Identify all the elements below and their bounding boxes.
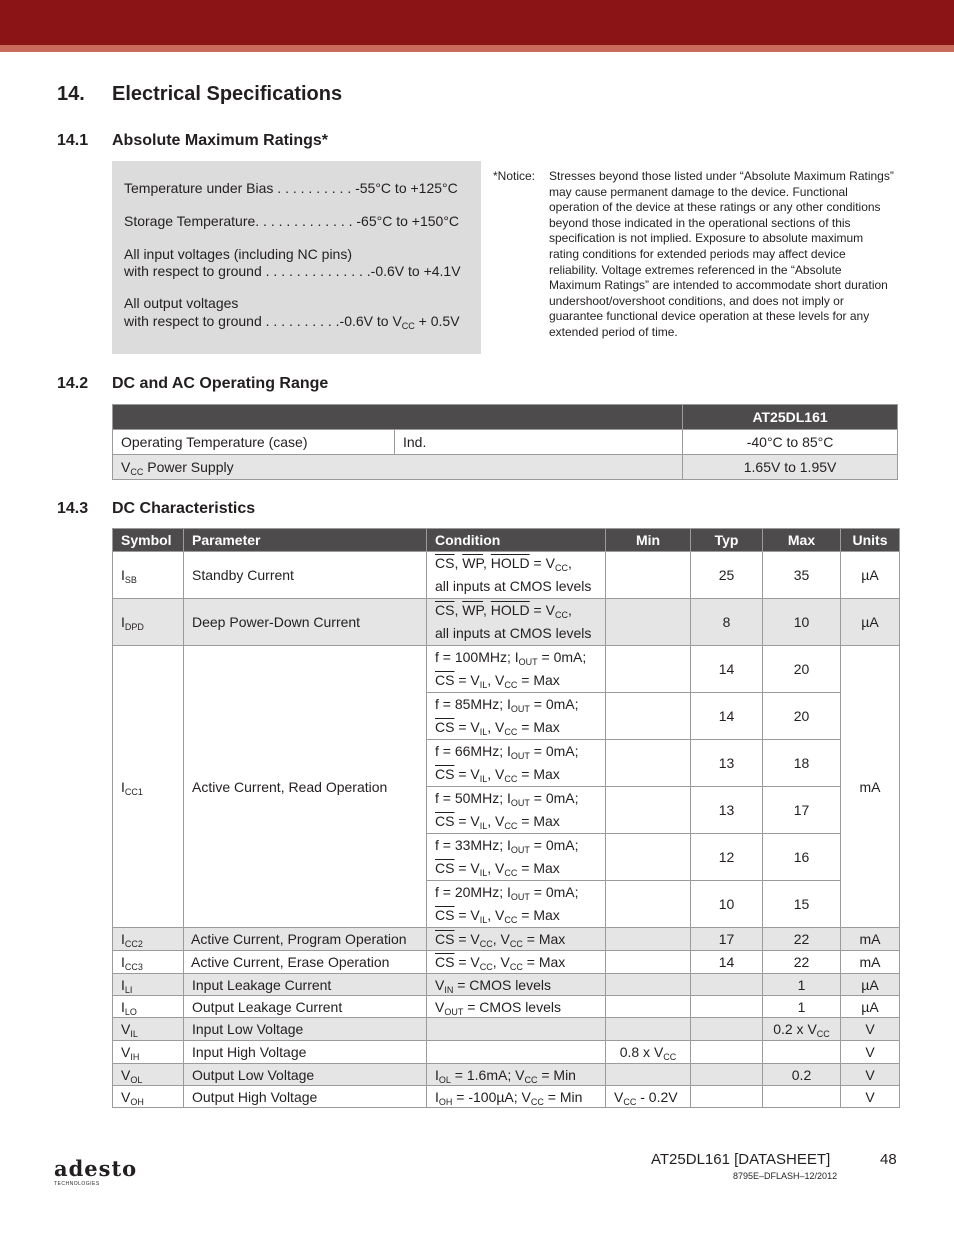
- table-row: $I_{CC1}$ Active Current, Read Operation f = 100MHz; $I_{OUT} = 0mA$; $\overline{CS} = V_{IL}$, $V_{CC}$ = Max 14 20 mA: [113, 646, 900, 693]
- range-header-blank: [113, 405, 683, 430]
- table-row: $V_{OH}$ Output High Voltage $I_{OH} = -100\mu A$; $V_{CC}$ = Min $V_{CC} - 0.2V$ V: [113, 1086, 900, 1108]
- rating-storage: Storage Temperature. . . . . . . . . . . . . -65°C to +150°C: [124, 213, 460, 229]
- table-row: Operating Temperature (case) Ind. -40°C to 85°C: [113, 430, 898, 455]
- table-row: $V_{OL}$ Output Low Voltage $I_{OL} = 1.6mA$; $V_{CC}$ = Min 0.2 V: [113, 1064, 900, 1086]
- range-header-part: AT25DL161: [683, 405, 898, 430]
- notice-label: *Notice:: [493, 169, 536, 183]
- section-heading: 14. Electrical Specifications: [57, 83, 343, 105]
- adesto-logo: adesto TECHNOLOGIES: [54, 1156, 138, 1187]
- table-row: $I_{CC2}$ Active Current, Program Operation $\overline{CS} = V_{CC}$, $V_{CC}$ = Max 17 22 mA: [113, 928, 900, 951]
- subsection-14-3-heading: 14.3 DC Characteristics: [57, 500, 256, 517]
- table-row: f = 66MHz; $I_{OUT} = 0mA$; $\overline{CS} = V_{IL}$, $V_{CC}$ = Max 13 18: [113, 740, 900, 787]
- footer-title: AT25DL161 [DATASHEET]: [651, 1151, 831, 1168]
- ratings-box: [112, 161, 481, 354]
- rating-output-line1: All output voltages: [124, 295, 239, 311]
- rating-output-line2: with respect to ground . . . . . . . . . .-0.6V to $V_{CC} + 0.5V$: [124, 313, 460, 331]
- header-bar: [0, 0, 954, 45]
- table-row: $V_{IH}$ Input High Voltage 0.8 x $V_{CC}$ V: [113, 1041, 900, 1064]
- table-row: f = 33MHz; $I_{OUT} = 0mA$; $\overline{CS} = V_{IL}$, $V_{CC}$ = Max 12 16: [113, 834, 900, 881]
- subsection-14-2-heading: 14.2 DC and AC Operating Range: [57, 375, 329, 392]
- table-row: $V_{CC}$ Power Supply 1.65V to 1.95V: [113, 455, 898, 480]
- rating-input-line1: All input voltages (including NC pins): [124, 246, 352, 262]
- table-row: $I_{DPD}$ Deep Power-Down Current $\overline{CS}$, $\overline{WP}$, HOLD = $V_{CC}$, all inputs at CMOS levels 8 10 µA: [113, 599, 900, 646]
- table-row: $I_{LO}$ Output Leakage Current $V_{OUT}$ = CMOS levels 1 µA: [113, 996, 900, 1018]
- notice-text: Stresses beyond those listed under “Absolute Maximum Ratings” may cause permanent damage to the device. Functional operation of the device at these ratings or any other conditions beyond those indicated in the operational sections of this specification is not implied. Exposure to absolute maximum rating conditions for extended periods may affect device reliability. Voltage extremes referenced in the “Absolute Maximum Ratings” are intended to accommodate short duration undershoot/overshoot conditions, and does not imply or guarantee functional device operation at these levels for any extended period of time.: [549, 169, 894, 339]
- table-row: $I_{SB}$ Standby Current $\overline{CS}$, $\overline{WP}$, HOLD = $V_{CC}$, all inputs at CMOS levels 25 35 µA: [113, 552, 900, 599]
- dc-characteristics-table: Symbol Parameter Condition Min Typ Max Units $I_{SB}$ Standby Current $\overline{CS}$, $\overline{WP}$, HOLD = $V_{CC}$, all inputs at CMOS levels 25 35 µA $I_{DPD}$ Deep Power-Down Current $\overline{CS}$, $\overline{WP}$, HOLD = $V_{CC}$, all inputs at CMOS levels 8 10 µA $I_{CC1}$ Active Current, Read Operation f = 100MHz; $I_{OUT} = 0mA$; $\overline{CS} = V_{IL}$, $V_{CC}$ = Max 14 20 mA f = 85MHz; $I_{OUT} = 0mA$; $\overline{CS} = V_{IL}$, $V_{CC}$ = Max 14 20 f = 66MHz; $I_{OUT} = 0mA$; $\overline{CS} = V_{IL}$, $V_{CC}$ = Max 13 18 f = 50MHz; $I_{OUT} = 0mA$; $\overline{CS} = V_{IL}$, $V_{CC}$ = Max 13 17 f = 33MHz; $I_{OUT} = 0mA$; $\overline{CS} = V_{IL}$, $V_{CC}$ = Max 12 16 f = 20MHz; $I_{OUT} = 0mA$; $\overline{CS} = V_{IL}$, $V_{CC}$ = Max 10 15 $I_{CC2}$ Active Current, Program Operation $\overline{CS} = V_{CC}$, $V_{CC}$ = Max 17 22 mA $I_{CC3}$ Active Current, Erase Operation $\overline{CS} = V_{CC}$, $V_{CC}$ = Max 14 22 mA $I_{LI}$ Input Leakage Current $V_{IN}$ = CMOS levels 1 µA $I_{LO}$ Output Leakage Current $V_{OUT}$ = CMOS levels 1 µA $V_{IL}$ Input Low Voltage 0.2 x $V_{CC}$ V $V_{IH}$ Input High Voltage 0.8 x $V_{CC}$ V $V_{OL}$ Output Low Voltage $I_{OL} = 1.6mA$; $V_{CC}$ = Min 0.2 V $V_{OH}$ Output High Voltage $I_{OH} = -100\mu A$; $V_{CC}$ = Min $V_{CC} - 0.2V$ V: [112, 528, 900, 1108]
- table-row: f = 20MHz; $I_{OUT} = 0mA$; $\overline{CS} = V_{IL}$, $V_{CC}$ = Max 10 15: [113, 881, 900, 928]
- table-row: f = 85MHz; $I_{OUT} = 0mA$; $\overline{CS} = V_{IL}$, $V_{CC}$ = Max 14 20: [113, 693, 900, 740]
- table-row: f = 50MHz; $I_{OUT} = 0mA$; $\overline{CS} = V_{IL}$, $V_{CC}$ = Max 13 17: [113, 787, 900, 834]
- rating-temp-bias: Temperature under Bias . . . . . . . . . . -55°C to +125°C: [124, 180, 458, 196]
- header-stripe: [0, 45, 954, 52]
- table-row: $I_{LI}$ Input Leakage Current $V_{IN}$ = CMOS levels 1 µA: [113, 974, 900, 996]
- page-number: 48: [880, 1151, 897, 1168]
- table-row: $V_{IL}$ Input Low Voltage 0.2 x $V_{CC}$ V: [113, 1018, 900, 1041]
- table-row: $I_{CC3}$ Active Current, Erase Operation $\overline{CS} = V_{CC}$, $V_{CC}$ = Max 14 22 mA: [113, 951, 900, 974]
- subsection-14-1-heading: 14.1 Absolute Maximum Ratings*: [57, 132, 329, 149]
- operating-range-table: [112, 404, 898, 480]
- doc-code: 8795E–DFLASH–12/2012: [733, 1171, 838, 1181]
- rating-input-line2: with respect to ground . . . . . . . . . . . . . .-0.6V to +4.1V: [124, 263, 461, 279]
